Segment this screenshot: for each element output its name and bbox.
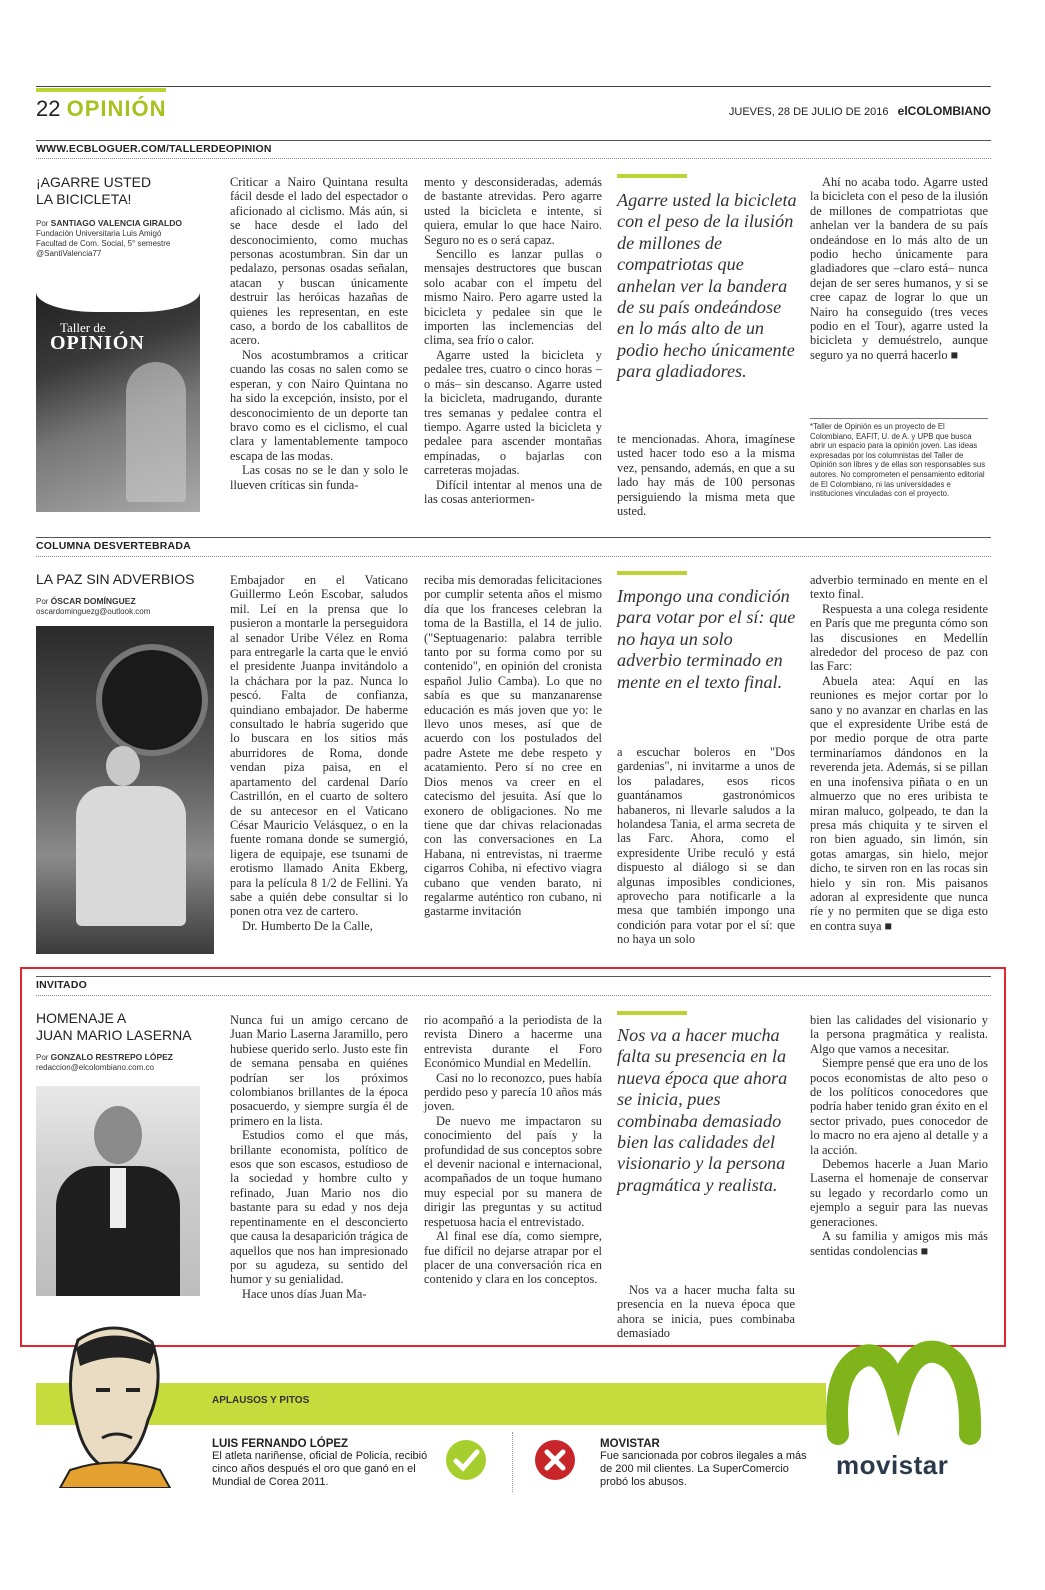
speech-bubbles	[36, 272, 200, 312]
wheel-shape	[96, 644, 208, 756]
columna-column-3	[617, 745, 795, 947]
dateline	[729, 104, 991, 118]
invitado-title	[36, 1010, 221, 1044]
header-rule	[36, 86, 991, 87]
paragraph: Difícil intentar al menos una de las cosas anteriormen-	[424, 477, 602, 506]
paragraph: De nuevo me impactaron su conocimiento del país y la profundidad de sus conceptos sobre el devenir nacional e internacional, acompañados de un toque humano muy especial por su manera de dirigir las preguntas y su actitud respetuosa hacia el entrevistado.	[424, 1113, 602, 1229]
paper-name: elCOLOMBIANO	[897, 104, 991, 118]
section-dotted-rule	[36, 158, 991, 159]
columna-author-photo	[36, 626, 214, 954]
man-head	[94, 1106, 142, 1164]
paragraph: Siempre pensé que era uno de los pocos economistas de alto peso o de los políticos conocedores que podría haber tenido gran éxito en el sector privado, pues conocedor de lo macro no era ajeno al detalle y a la acción.	[810, 1056, 988, 1157]
taller-author: SANTIAGO VALENCIA GIRALDO	[50, 218, 182, 228]
taller-title-line2: LA BICICLETA!	[36, 191, 132, 207]
paragraph: adverbio terminado en mente en el texto final.	[810, 573, 988, 602]
paragraph: Nunca fui un amigo cercano de Juan Mario Laserna Jaramillo, pero hubiese querido serlo. Justo este fin de semana pensaba en quiénes podrían ser los próximos colombianos brillantes de la época posacuerdo, y siempre surgía él de primero en la lista.	[230, 1013, 408, 1128]
paragraph: reciba mis demoradas felicitaciones por cumplir setenta años el mismo día que los franceses celebran la toma de la Bastilla, el 14 de julio. ("Septuagenario: palabra terrible tanto por su forma como por su contenido", en opinión del cronista español Julio Camba). Lo que no sabía es que su manzanarense educación es más joven que yo: le llevo unos meses, así que de acuerdo con los postulados del padre Astete me debe respeto y acatamiento. Pero sí no cree en Dios menos va creer en el catecismo del jesuita. Así que lo exonero de obligaciones. No me tiene que dar chivas relacionadas con las conversaciones en La Habana, ni entrevistas, ni traerme cigarros Cohiba, ni efectivo viagra cubano que venden barato, ni regalarme auténtico ron cubano, ni gastarme invitación	[424, 573, 602, 919]
movistar-m-icon	[824, 1338, 984, 1448]
paragraph: Criticar a Nairo Quintana resulta fácil desde el lado del espectador o aficionado al ciclismo. Más aún, si se hace desde el lado del desconocimiento, como muchas personas acostumbran. Sin dar un pedalazo, personas osadas señalan, atacan y buscan únicamente destruir las heróicas hazañas de quienes les representan, en este caso, a bordo de los caballitos de acero.	[230, 175, 408, 348]
cartoon-portrait	[40, 1320, 190, 1488]
quote-accent-bar	[617, 1011, 687, 1015]
man-head	[106, 746, 140, 786]
movistar-wordmark: movistar	[836, 1450, 949, 1480]
paragraph: bien las calidades del visionario y la persona pragmática y realista. Algo que vamos a necesitar.	[810, 1013, 988, 1056]
taller-logo-line1: Taller de	[60, 320, 106, 335]
invitado-title-line1: HOMENAJE A	[36, 1010, 127, 1026]
taller-affiliation: Fundación Universitaria Luis Amigó	[36, 229, 162, 238]
page-number: 22	[36, 96, 61, 121]
columna-email[interactable]: oscardominguezg@outlook.com	[36, 607, 151, 616]
taller-byline: Por SANTIAGO VALENCIA GIRALDO Fundación Universitaria Luis Amigó Facultad de Com. Social, 5° semestre @SantiValencia77	[36, 218, 216, 259]
invitado-column-2	[424, 1013, 602, 1287]
quote-accent-bar	[617, 571, 687, 575]
paragraph: A su familia y amigos mis más sentidas condolencias ■	[810, 1229, 988, 1258]
columna-byline: Por ÓSCAR DOMÍNGUEZ oscardominguezg@outlook.com	[36, 596, 221, 617]
taller-column-4	[810, 175, 988, 362]
taller-label: WWW.ECBLOGUER.COM/TALLERDEOPINION	[36, 143, 272, 155]
applause-text: El atleta nariñense, oficial de Policía, recibió cinco años después el oro que ganó en el Mundial de Corea 2011.	[212, 1450, 428, 1488]
page-header	[36, 96, 167, 122]
paragraph: Estudios como el que más, brillante economista, político de esos que son escasos, estudioso de la sociedad y hombre culto y refinado, Juan Mario nos dio bastante para su edad y nos deja repentinamente en el desconcierto que causa la desaparición trágica de aquellos que nos han impresionado por su agudeza, su sentido del humor y su genialidad.	[230, 1128, 408, 1287]
invitado-byline: Por GONZALO RESTREPO LÓPEZ redaccion@elcolombiano.com.co	[36, 1052, 221, 1073]
boo-name: MOVISTAR	[600, 1438, 660, 1450]
paragraph: Al final ese día, como siempre, fue difícil no dejarse atrapar por el placer de una conversación rica en contenido y clara en los conceptos.	[424, 1229, 602, 1287]
aplausos-divider	[512, 1432, 513, 1492]
boo-text: Fue sancionada por cobros ilegales a más de 200 mil clientes. La SuperComercio probó los abusos.	[600, 1450, 807, 1488]
x-icon	[535, 1440, 575, 1480]
paragraph: Dr. Humberto De la Calle,	[242, 918, 373, 933]
section-name: OPINIÓN	[66, 96, 167, 121]
columna-pull-quote: Impongo una condición para votar por el sí: que no haya un solo adverbio terminado en mente en el texto final.	[617, 586, 796, 692]
taller-photo	[36, 272, 200, 512]
paragraph: Las cosas no se le dan y solo le llueven críticas sin funda-	[230, 463, 408, 492]
movistar-logo	[824, 1338, 984, 1488]
taller-title-line1: ¡AGARRE USTED	[36, 174, 152, 190]
paragraph: Respuesta a una colega residente en París que me pregunta cómo son las discusiones en Medellín alrededor del proceso de paz con las Farc:	[810, 601, 988, 674]
paragraph: Agarre usted la bicicleta y pedalee tres, cuatro o cinco horas –o más– sin descanso. Agarre usted la bicicleta, madrugando, durante tres semanas y pedalee contra el tiempo. Agarre usted la bicicleta y pedalee para ascender montañas empinadas, o bajarlas con carreteras mojadas.	[424, 347, 602, 478]
columna-column-2	[424, 573, 602, 919]
taller-column-2	[424, 175, 602, 506]
paragraph: a escuchar boleros en "Dos gardenias", ni invitarme a unos de los paladares, esos ricos guantánamos gastronómicos habaneros, ni llevarle saludos a la holandesa Tania, el arma secreta de las Farc. Ahora, como el expresidente Uribe reculó y está dispuesto al diálogo si se dan algunas imposibles condiciones, aprovecho para notificarle a la mesa que también impongo una condición para votar por el sí: que no haya un solo	[617, 745, 795, 947]
check-icon	[446, 1440, 486, 1480]
paragraph: Nos acostumbramos a criticar cuando las cosas no salen como se esperan, y con Nairo Quintana no ha sido la excepción, insisto, por el desconocimiento de un deporte tan bravo como es el ciclismo, el cual clara y lamentablemente tampoco escapa de las modas.	[230, 347, 408, 463]
section-rule	[36, 140, 991, 141]
invitado-email[interactable]: redaccion@elcolombiano.com.co	[36, 1063, 154, 1072]
invitado-pull-quote: Nos va a hacer mucha falta su presencia en la nueva época que ahora se inicia, pues combinaba demasiado bien las calidades del visionario y la persona pragmática y realista.	[617, 1025, 788, 1195]
columna-column-4	[810, 573, 988, 933]
taller-pull-quote: Agarre usted la bicicleta con el peso de la ilusión de millones de compatriotas que anhelan ver la bandera de su país ondeándose en lo más alto de un podio hecho únicamente para gladiadores.	[617, 190, 797, 382]
paragraph: Embajador en el Vaticano Guillermo León Escobar, saludos mil. Leí en la prensa que lo pusieron a montarle la perseguidora al senador Uribe Vélez en Roma para entregarle la carta que le envió el presidente Juanpa invitándolo a la cháchara por la paz. Nunca lo pescó. Falta de confianza, quindiano embajador. De haberme consultado le habría sugerido que lo buscara en los sitios más aburridores de Roma, donde vendan piza paisa, en el apartamento del cardenal Darío Castrillón, en el cuarto de soltero de su antecesor en el Vaticano César Mauricio Velásquez, o en la fuente romana donde se sumergió, ligera de equipaje, ese tsunami de erotismo llamado Anita Ekberg, para la película 8 1/2 de Fellini. Ya sabe a quién debe consultar si lo ponen otra vez de cartero.	[230, 573, 408, 919]
man-shirt	[110, 1168, 126, 1228]
columna-author: ÓSCAR DOMÍNGUEZ	[50, 596, 136, 606]
aplausos-label: APLAUSOS Y PITOS	[212, 1395, 310, 1406]
invitado-author: GONZALO RESTREPO LÓPEZ	[50, 1052, 173, 1062]
header-accent-bar	[36, 88, 166, 92]
paragraph: Casi no lo reconozco, pues había perdido peso y parecía 10 años más joven.	[424, 1070, 602, 1114]
columna-column-1	[230, 573, 408, 933]
taller-faculty: Facultad de Com. Social, 5° semestre	[36, 239, 171, 248]
cyclist-figure	[126, 362, 186, 502]
section-rule	[36, 976, 991, 977]
taller-logo-line2: OPINIÓN	[50, 332, 145, 354]
taller-disclaimer: *Taller de Opinión es un proyecto de El Colombiano, EAFIT, U. de A. y UPB que busca abrir un espacio para la opinión joven. Las ideas expresadas por los columnistas del Taller de Opinión son libres y de ellas son responsables sus autores. No comprometen el pensamiento editorial de El Colombiano, ni las universidades e instituciones vinculadas con el proyecto.	[810, 418, 988, 499]
issue-date: JUEVES, 28 DE JULIO DE 2016	[728, 106, 889, 118]
applause-item	[212, 1438, 442, 1489]
invitado-column-4	[810, 1013, 988, 1258]
paragraph: Hace unos días Juan Ma-	[242, 1286, 367, 1301]
invitado-title-line2: JUAN MARIO LASERNA	[36, 1027, 192, 1043]
taller-title	[36, 174, 216, 208]
section-dotted-rule	[36, 995, 991, 996]
boo-item	[600, 1438, 810, 1489]
quote-accent-bar	[617, 174, 687, 178]
man-body	[76, 786, 186, 926]
applause-name: LUIS FERNANDO LÓPEZ	[212, 1438, 349, 1450]
section-dotted-rule	[36, 556, 991, 557]
paragraph: Debemos hacerle a Juan Mario Laserna el homenaje de conservar su legado y recordarlo como un ejemplo a seguir para las nuevas generaciones.	[810, 1157, 988, 1229]
paragraph: mento y desconsideradas, además de bastante atrevidas. Pero agarre usted la bicicleta e intente, si quiera, emular lo que hace Nairo. Seguro no es o será capaz.	[424, 175, 602, 247]
columna-title: LA PAZ SIN ADVERBIOS	[36, 571, 195, 587]
columna-label: COLUMNA DESVERTEBRADA	[36, 540, 191, 552]
taller-handle: @SantiValencia77	[36, 249, 102, 258]
paragraph: Nos va a hacer mucha falta su presencia en la nueva época que ahora se inicia, pues combinaba demasiado	[617, 1283, 795, 1341]
section-rule	[36, 537, 991, 538]
paragraph: Ahí no acaba todo. Agarre usted la bicicleta con el peso de la ilusión de millones de compatriotas que anhelan ver la bandera de su país ondeándose en lo más alto de un podio hecho únicamente para gladiadores que –claro está– nunca dejan de ser seres humanos, y si se cree capaz de lograr lo que un Nairo ha conseguido (tres veces podio en el Tour), agarre usted la bicicleta y demuéstrelo, aunque seguro ya no querrá hacerlo ■	[810, 175, 988, 362]
taller-column-3	[617, 432, 795, 518]
paragraph: te mencionadas. Ahora, imagínese usted hacer todo eso a la misma vez, pensando, además, en que a su lado hay más de 100 personas persiguiendo la misma meta que usted.	[617, 432, 795, 519]
paragraph: rio acompañó a la periodista de la revista Dinero a hacerme una entrevista durante el Foro Económico Mundial en Medellín.	[424, 1013, 602, 1071]
paragraph: Sencillo es lanzar pullas o mensajes destructores que buscan solo acabar con el ímpetu del mismo Nairo. Pero agarre usted la bicicleta y pedalee sin que le importen las inclemencias del clima, sea frío o calor.	[424, 247, 602, 348]
invitado-column-1	[230, 1013, 408, 1301]
taller-column-1	[230, 175, 408, 492]
invitado-label: INVITADO	[36, 979, 87, 991]
invitado-column-3	[617, 1283, 795, 1341]
paragraph: Abuela atea: Aquí en las reuniones es mejor cortar por lo sano y no avanzar en charlas en las que el expresidente Uribe está de por medio porque de otra parte terminaríamos dándonos en la reverenda jeta. Además, si se pillan en una inofensiva piñata o en un almuerzo que no eres uribista te miran maluco, golpeado, te dan la presa más chiquita y te sirven el ron bien aguado, sin limón, sin gotas amargas, sin hielo, mejor dicho, te sirven ron en las rocas sin hielo y sin ron. Mis paisanos adoran al expresidente que nunca ríe y no permiten que se diga esto en contra suya ■	[810, 673, 988, 933]
invitado-author-photo	[36, 1086, 200, 1296]
